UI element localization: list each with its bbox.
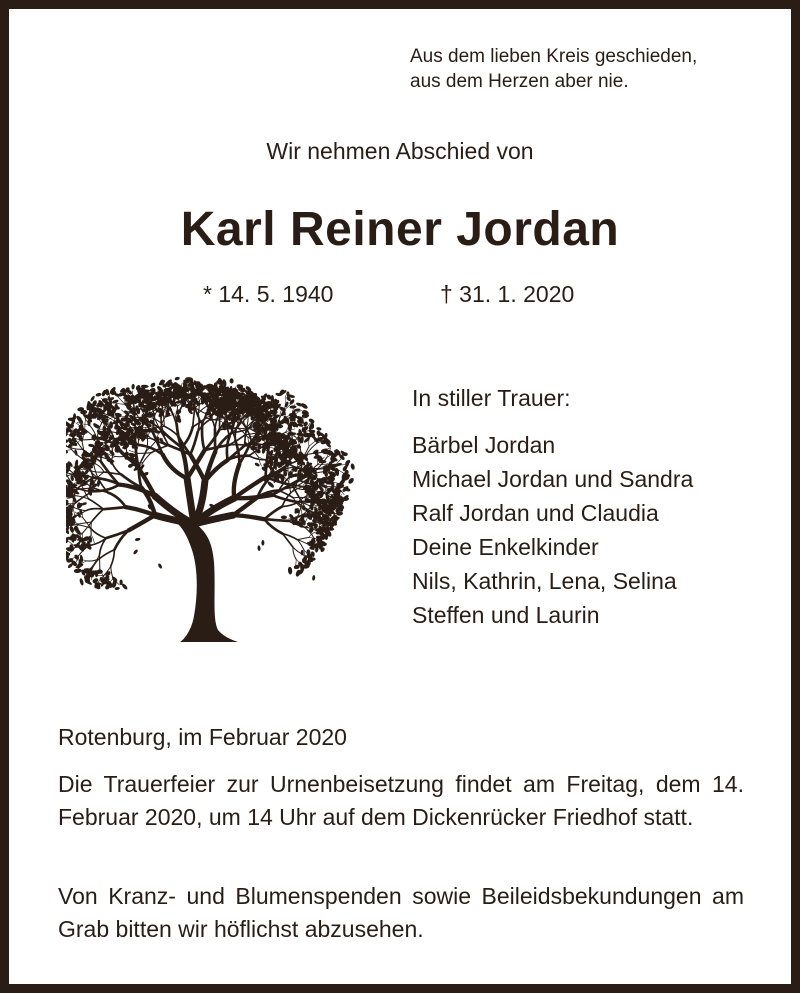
mourner-name: Bärbel Jordan bbox=[412, 432, 556, 458]
death-date: † 31. 1. 2020 bbox=[440, 281, 575, 307]
mourner-name: Steffen und Laurin bbox=[412, 602, 600, 628]
tree-icon bbox=[66, 372, 356, 644]
ceremony-paragraph: Die Trauerfeier zur Urnenbeisetzung findet am Freitag, dem 14. Februar 2020, um 14 Uhr auf dem Dickenrücker Friedhof statt. bbox=[58, 771, 744, 830]
intro-text: Wir nehmen Abschied von bbox=[266, 138, 534, 164]
motto-line-1: Aus dem lieben Kreis geschieden, bbox=[410, 46, 698, 67]
mourner-name: Michael Jordan und Sandra bbox=[412, 466, 694, 492]
mourners-list bbox=[412, 382, 693, 632]
mourners-heading: In stiller Trauer: bbox=[412, 385, 571, 411]
birth-date: * 14. 5. 1940 bbox=[203, 281, 334, 307]
mourner-name: Ralf Jordan und Claudia bbox=[412, 500, 659, 526]
motto bbox=[410, 44, 697, 94]
motto-line-2: aus dem Herzen aber nie. bbox=[410, 71, 629, 92]
deceased-name: Karl Reiner Jordan bbox=[180, 203, 620, 256]
mourner-name: Nils, Kathrin, Lena, Selina bbox=[412, 568, 677, 594]
place-date: Rotenburg, im Februar 2020 bbox=[58, 724, 347, 750]
donations-paragraph: Von Kranz- und Blumenspenden sowie Beileidsbekundungen am Grab bitten wir höflichst abzusehen. bbox=[58, 883, 744, 942]
mourner-name: Deine Enkelkinder bbox=[412, 534, 599, 560]
